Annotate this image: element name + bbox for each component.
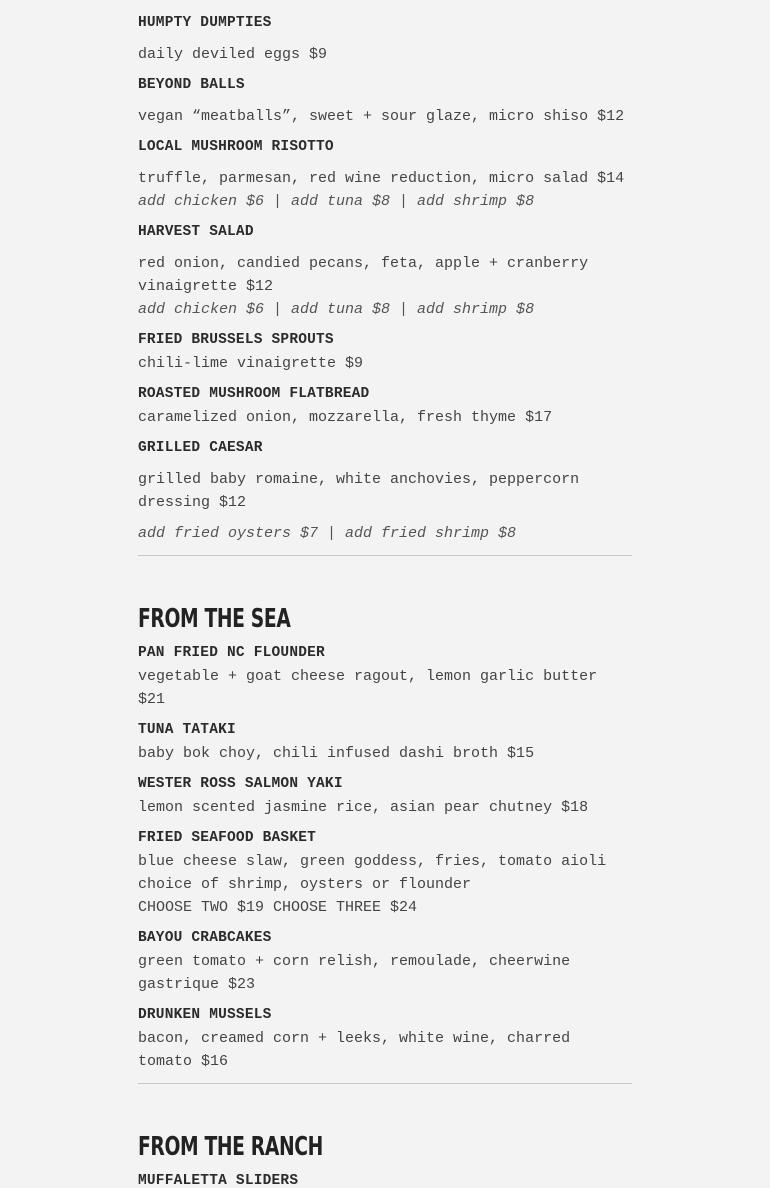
menu-item	[138, 74, 632, 128]
item-name: TUNA TATAKI	[138, 722, 236, 738]
item-pricing: CHOOSE TWO $19 CHOOSE THREE $24	[138, 899, 418, 916]
item-name: ROASTED MUSHROOM FLATBREAD	[138, 386, 370, 402]
item-name: MUFFALETTA SLIDERS	[138, 1173, 299, 1188]
section-divider	[138, 555, 632, 556]
menu-item	[138, 642, 632, 711]
item-name: WESTER ROSS SALMON YAKI	[138, 776, 343, 792]
menu-item	[138, 221, 632, 321]
menu-item	[138, 329, 632, 375]
item-name: HARVEST SALAD	[138, 224, 254, 240]
item-description: vegetable + goat cheese ragout, lemon garlic butter $21	[138, 668, 607, 708]
item-description: chili-lime vinaigrette $9	[138, 355, 364, 372]
menu-content	[138, 12, 632, 1188]
item-description: vegan “meatballs”, sweet + sour glaze, micro shiso $12	[138, 108, 625, 125]
item-description: red onion, candied pecans, feta, apple + cranberry vinaigrette $12	[138, 255, 598, 295]
item-addons: add chicken $6 | add tuna $8 | add shrimp $8	[138, 301, 535, 318]
item-description-choice: choice of shrimp, oysters or flounder	[138, 876, 472, 893]
item-addons: add fried oysters $7 | add fried shrimp $8	[138, 525, 517, 542]
menu-item	[138, 719, 632, 765]
menu-item	[138, 383, 632, 429]
item-name: HUMPTY DUMPTIES	[138, 15, 272, 31]
section-title-ranch: FROM THE RANCH	[138, 1132, 323, 1162]
section-divider	[138, 1083, 632, 1084]
item-description: baby bok choy, chili infused dashi broth $15	[138, 745, 535, 762]
item-description: lemon scented jasmine rice, asian pear chutney $18	[138, 799, 589, 816]
item-name: GRILLED CAESAR	[138, 440, 263, 456]
item-description: grilled baby romaine, white anchovies, peppercorn dressing $12	[138, 471, 589, 511]
menu-item	[138, 827, 632, 919]
item-name: BAYOU CRABCAKES	[138, 930, 272, 946]
item-name: DRUNKEN MUSSELS	[138, 1007, 272, 1023]
item-description: bacon, creamed corn + leeks, white wine, charred tomato $16	[138, 1030, 580, 1070]
menu-item	[138, 927, 632, 996]
item-name: FRIED SEAFOOD BASKET	[138, 830, 317, 846]
item-name: LOCAL MUSHROOM RISOTTO	[138, 139, 334, 155]
menu-item	[138, 773, 632, 819]
item-description: blue cheese slaw, green goddess, fries, tomato aioli	[138, 853, 607, 870]
menu-item	[138, 136, 632, 213]
item-addons: add chicken $6 | add tuna $8 | add shrimp $8	[138, 193, 535, 210]
menu-item	[138, 12, 632, 66]
item-name: PAN FRIED NC FLOUNDER	[138, 645, 325, 661]
item-description: caramelized onion, mozzarella, fresh thyme $17	[138, 409, 553, 426]
menu-item	[138, 1004, 632, 1073]
item-description: truffle, parmesan, red wine reduction, micro salad $14	[138, 170, 625, 187]
item-description: green tomato + corn relish, remoulade, cheerwine gastrique $23	[138, 953, 580, 993]
item-name: FRIED BRUSSELS SPROUTS	[138, 332, 334, 348]
item-description: daily deviled eggs $9	[138, 46, 328, 63]
menu-item	[138, 1170, 632, 1188]
section-title-sea: FROM THE SEA	[138, 604, 291, 634]
menu-item	[138, 437, 632, 545]
item-name: BEYOND BALLS	[138, 77, 245, 93]
